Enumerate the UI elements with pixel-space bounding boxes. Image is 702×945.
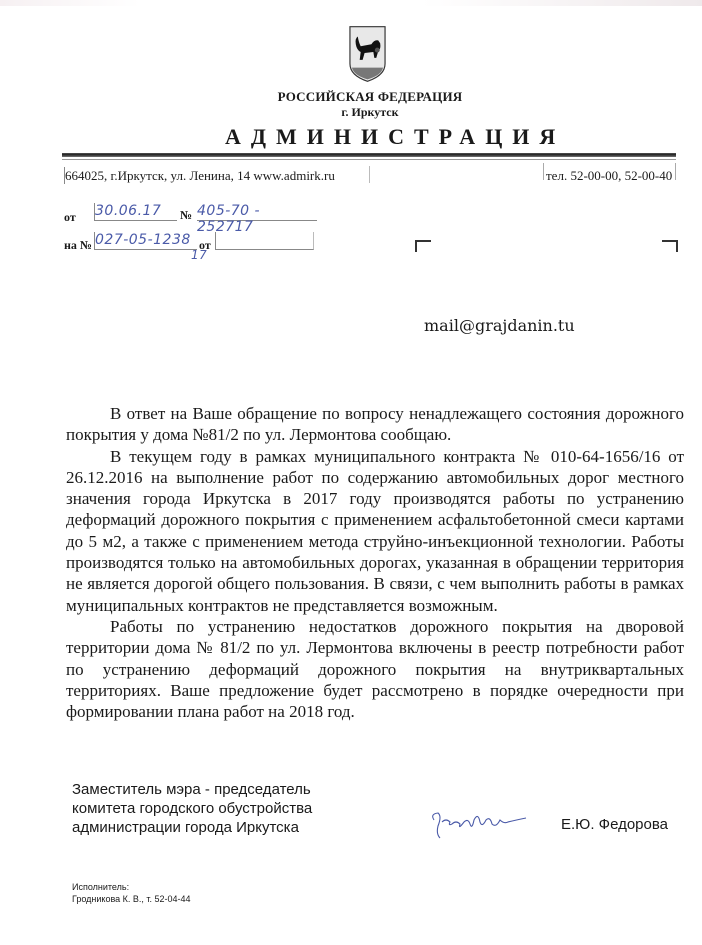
reply-to-number-suffix: 17: [191, 248, 208, 262]
divider: [543, 163, 544, 180]
divider: [369, 166, 370, 183]
reply-to-number-field: 027-05-1238: [94, 232, 197, 250]
signer-title: [72, 780, 312, 837]
number-label: №: [180, 208, 193, 222]
reply-date-label: от: [199, 238, 211, 252]
outgoing-number-field: 405-70 - 252717: [197, 203, 317, 221]
reply-date-field: [215, 232, 314, 250]
addressee-email: mail@grajdanin.tu: [424, 316, 575, 335]
executor-value: Гродникова К. В., т. 52-04-44: [72, 894, 191, 904]
header-rule: [62, 153, 676, 157]
signer-title-line: администрации города Иркутска: [72, 819, 299, 836]
executor-label: Исполнитель:: [72, 882, 130, 892]
addressee-corner-mark: [415, 240, 431, 252]
scan-edge: [0, 0, 702, 6]
organization-address: 664025, г.Иркутск, ул. Ленина, 14 www.admirk.ru: [65, 168, 335, 183]
reply-to-label: на №: [64, 238, 92, 252]
organization-phone: тел. 52-00-00, 52-00-40: [546, 168, 673, 183]
executor-info: [72, 881, 191, 905]
body-paragraph: В ответ на Ваше обращение по вопросу ненадлежащего состояния дорожного покрытия у дома №81/2 по ул. Лермонтова сообщаю.: [66, 404, 684, 445]
signer-title-line: Заместитель мэра - председатель: [72, 781, 311, 798]
header-rule-thin: [62, 159, 676, 160]
signer-title-line: комитета городского обустройства: [72, 800, 313, 817]
letter-body: [66, 403, 684, 722]
country-name: РОССИЙСКАЯ ФЕДЕРАЦИЯ: [277, 89, 463, 104]
organization-title: АДМИНИСТРАЦИЯ: [225, 124, 566, 149]
divider: [675, 163, 676, 180]
city-name: г. Иркутск: [341, 105, 399, 119]
signer-name: Е.Ю. Федорова: [561, 816, 668, 833]
body-paragraph: В текущем году в рамках муниципального контракта № 010-64-1656/16 от 26.12.2016 на выполнение работ по содержанию автомобильных дорог местного значения города Иркутска в 2017 году производятся работы по устранению деформаций дорожного покрытия с применением асфальтобетонной смеси картами до 5 м2, а также с применением метода струйно-инъекционной технологии. Работы производятся только на автомобильных дорогах, указанная в обращении территория не является дорогой общего пользования. В связи, с чем выполнить работы в рамках муниципальных контрактов не представляется возможным.: [66, 446, 684, 615]
handwritten-signature: [428, 808, 528, 848]
date-label: от: [64, 210, 76, 224]
irkutsk-coat-of-arms-icon: [348, 24, 387, 84]
outgoing-date-field: 30.06.17: [94, 203, 177, 221]
addressee-corner-mark: [662, 240, 678, 252]
body-paragraph: Работы по устранению недостатков дорожного покрытия на дворовой территории дома № 81/2 по ул. Лермонтова включены в реестр потребности работ по устранению деформаций дорожного покрытия на внутриквартальных территориях. Ваше предложение будет рассмотрено в порядке очередности при формировании плана работ на 2018 год.: [66, 616, 684, 722]
